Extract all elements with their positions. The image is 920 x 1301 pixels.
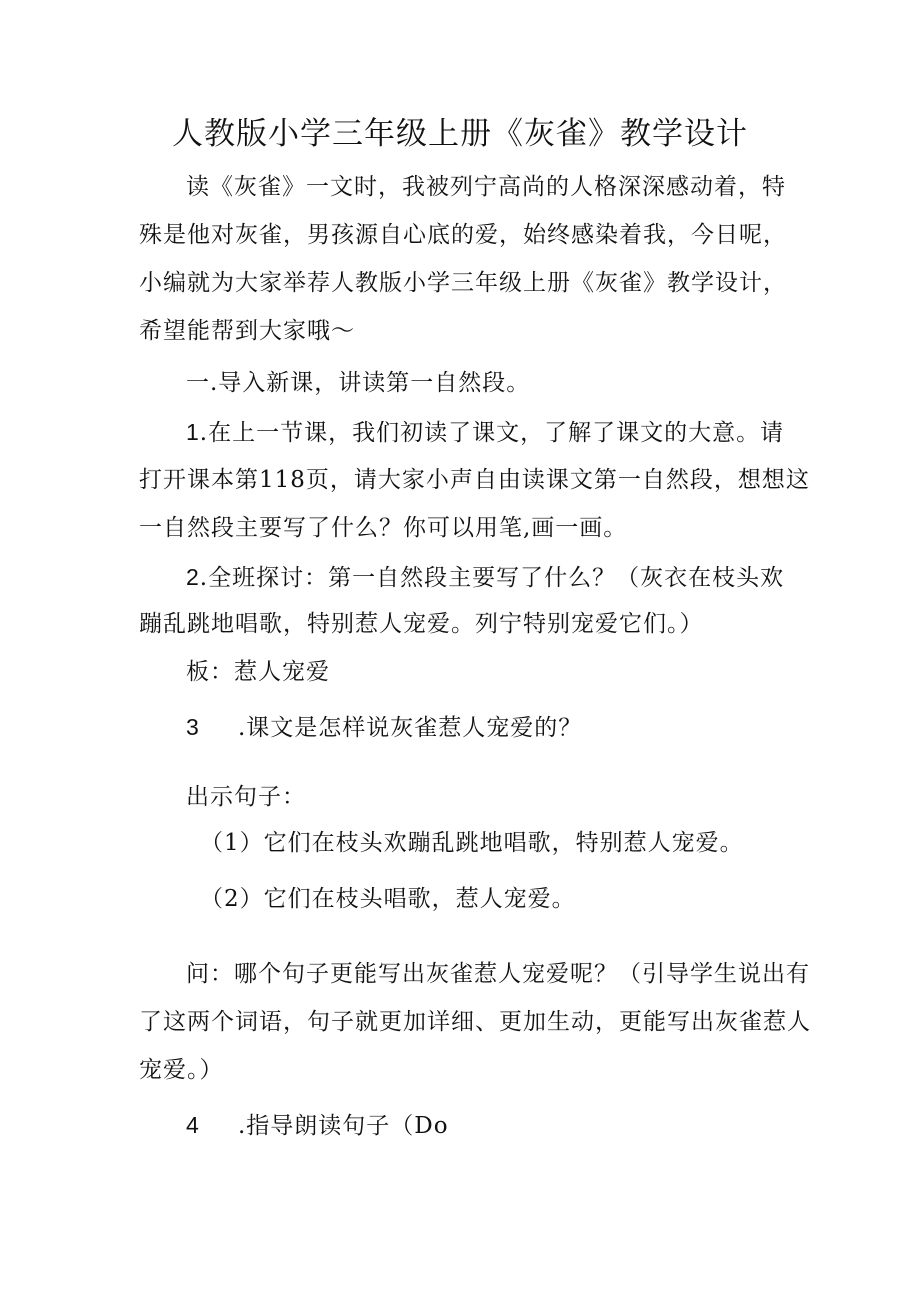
step3-line [186,710,582,745]
step2-line-1 [186,560,784,595]
intro-line-1: 读《灰雀》一文时，我被列宁高尚的人格深深感动着，特 [186,174,786,200]
question-line-2: 了这两个词语，句子就更加详细、更加生动，更能写出灰雀惹人 [139,1009,811,1035]
sentence-1-text: 它们在枝头欢蹦乱跳地唱歌，特别惹人宠爱。 [263,830,744,856]
step4-number: 4 [186,1112,200,1138]
sentence-1-marker: （1） [200,830,264,856]
section-heading: 一.导入新课，讲读第一自然段。 [186,370,531,396]
step1-line-1 [186,415,784,450]
sentence-1 [200,826,744,860]
step3-number: 3 [186,714,200,740]
intro-line-2: 殊是他对灰雀，男孩源自心底的爱，始终感染着我，今日呢， [139,222,787,248]
sentence-2-marker: （2） [200,886,264,912]
step2-line-2: 蹦乱跳地唱歌，特别惹人宠爱。列宁特别宠爱它们。） [139,611,704,637]
step1-line-3: 一自然段主要写了什么？你可以用笔,画一画。 [139,515,628,541]
step3-text: .课文是怎样说灰雀惹人宠爱的？ [238,715,583,741]
document-title: 人教版小学三年级上册《灰雀》教学设计 [172,116,748,152]
step2-number: 2 [186,564,200,590]
intro-line-3: 小编就为大家举荐人教版小学三年级上册《灰雀》教学设计， [139,270,787,296]
board-note: 板：惹人宠爱 [186,659,330,685]
sentence-2-text: 它们在枝头唱歌，惹人宠爱。 [263,886,576,912]
step1-text-1: .在上一节课，我们初读了课文，了解了课文的大意。请 [199,420,785,446]
question-line-3: 宠爱。） [139,1057,224,1083]
step1-number: 1 [186,419,200,445]
step4-line [186,1108,449,1143]
show-sentences-label: 出示句子： [186,784,306,810]
step2-text-1: .全班探讨：第一自然段主要写了什么？（灰衣在枝头欢 [199,565,785,591]
step1-line-2: 打开课本第118页，请大家小声自由读课文第一自然段，想想这 [139,467,810,493]
sentence-2 [200,882,576,916]
question-line-1: 问：哪个句子更能写出灰雀惹人宠爱呢？（引导学生说出有 [186,961,810,987]
intro-line-4: 希望能帮到大家哦～ [139,318,355,344]
step4-text: .指导朗读句子（Do [238,1113,449,1139]
